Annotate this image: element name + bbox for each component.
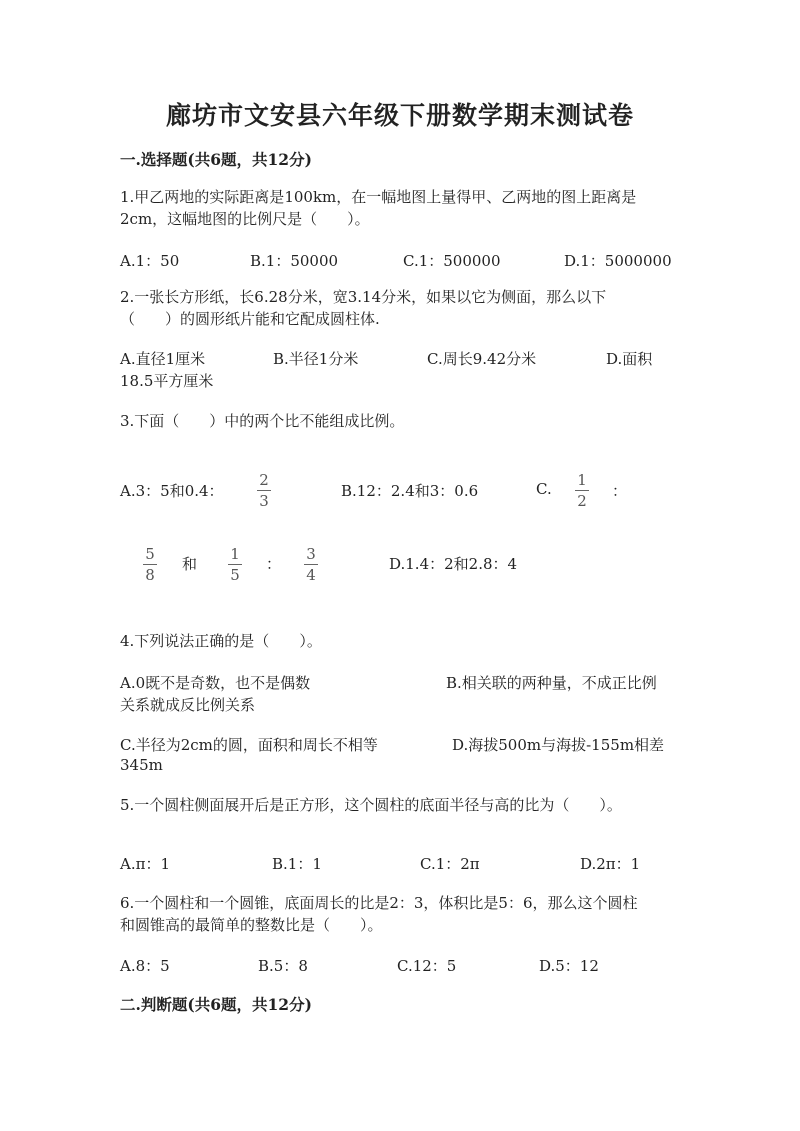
- q3-option-d: D.1.4：2和2.8：4: [389, 555, 518, 573]
- q5-option-c: C.1：2π: [420, 855, 480, 873]
- q2-option-d-continued: 18.5平方厘米: [120, 372, 214, 390]
- q3-fraction-c3: [228, 545, 242, 584]
- fraction-denominator: 4: [306, 566, 316, 584]
- q3-fraction-c2: [143, 545, 157, 584]
- page-title: 廊坊市文安县六年级下册数学期末测试卷: [165, 101, 634, 130]
- q2-option-c: C.周长9.42分米: [427, 350, 537, 368]
- q6-text-line1: 6.一个圆柱和一个圆锥，底面周长的比是2：3，体积比是5：6，那么这个圆柱: [120, 894, 638, 912]
- q4-option-d-continued: 345m: [120, 756, 163, 774]
- q3-fraction-c1: [575, 471, 589, 510]
- q5-text: 5.一个圆柱侧面展开后是正方形，这个圆柱的底面半径与高的比为（ ）。: [120, 796, 622, 814]
- q2-text-line1: 2.一张长方形纸，长6.28分米，宽3.14分米，如果以它为侧面，那么以下: [120, 288, 607, 306]
- q5-option-b: B.1：1: [272, 855, 322, 873]
- fraction-denominator: 2: [577, 492, 587, 510]
- q4-option-d: D.海拔500m与海拔-155m相差: [452, 736, 665, 754]
- q1-option-b: B.1：50000: [250, 252, 339, 270]
- section-1-heading: 一.选择题(共6题，共12分): [120, 150, 312, 169]
- fraction-numerator: 1: [577, 471, 587, 489]
- q1-option-c: C.1：500000: [403, 252, 501, 270]
- q3-text: 3.下面（ ）中的两个比不能组成比例。: [120, 412, 405, 430]
- q4-option-b-continued: 关系就成反比例关系: [120, 696, 256, 714]
- q2-option-a: A.直径1厘米: [120, 350, 206, 368]
- q1-text-line2: 2cm，这幅地图的比例尺是（ ）。: [120, 210, 370, 228]
- q1-option-d: D.1：5000000: [564, 252, 672, 270]
- fraction-numerator: 3: [306, 545, 316, 563]
- q3-option-c: C.: [536, 480, 552, 498]
- q1-text-line1: 1.甲乙两地的实际距离是100km，在一幅地图上量得甲、乙两地的图上距离是: [120, 188, 637, 206]
- q3-and-label: 和: [182, 555, 198, 573]
- q5-option-a: A.π：1: [120, 855, 171, 873]
- q3-colon-2: ：: [266, 555, 282, 573]
- fraction-numerator: 2: [259, 471, 269, 489]
- q3-option-b: B.12：2.4和3：0.6: [341, 482, 479, 500]
- q2-option-d: D.面积: [606, 350, 653, 368]
- q6-option-c: C.12：5: [397, 957, 457, 975]
- q3-fraction-a: [257, 471, 271, 510]
- fraction-numerator: 5: [145, 545, 155, 563]
- q3-fraction-c4: [304, 545, 318, 584]
- q2-option-b: B.半径1分米: [273, 350, 359, 368]
- q6-text-line2: 和圆锥高的最简单的整数比是（ ）。: [120, 916, 383, 934]
- q6-option-b: B.5：8: [258, 957, 308, 975]
- fraction-denominator: 5: [230, 566, 240, 584]
- q4-option-a: A.0既不是奇数，也不是偶数: [120, 674, 311, 692]
- fraction-denominator: 3: [259, 492, 269, 510]
- q2-text-line2: （ ）的圆形纸片能和它配成圆柱体.: [120, 310, 380, 328]
- fraction-denominator: 8: [145, 566, 155, 584]
- q4-option-b: B.相关联的两种量，不成正比例: [446, 674, 657, 692]
- q6-option-a: A.8：5: [120, 957, 170, 975]
- q4-option-c: C.半径为2cm的圆，面积和周长不相等: [120, 736, 378, 754]
- section-2-heading: 二.判断题(共6题，共12分): [120, 995, 312, 1014]
- q1-option-a: A.1：50: [120, 252, 180, 270]
- q5-option-d: D.2π：1: [580, 855, 641, 873]
- q6-option-d: D.5：12: [539, 957, 599, 975]
- fraction-numerator: 1: [230, 545, 240, 563]
- q3-colon: ：: [612, 482, 628, 500]
- q4-text: 4.下列说法正确的是（ ）。: [120, 632, 322, 650]
- q3-option-a: A.3：5和0.4：: [120, 482, 224, 500]
